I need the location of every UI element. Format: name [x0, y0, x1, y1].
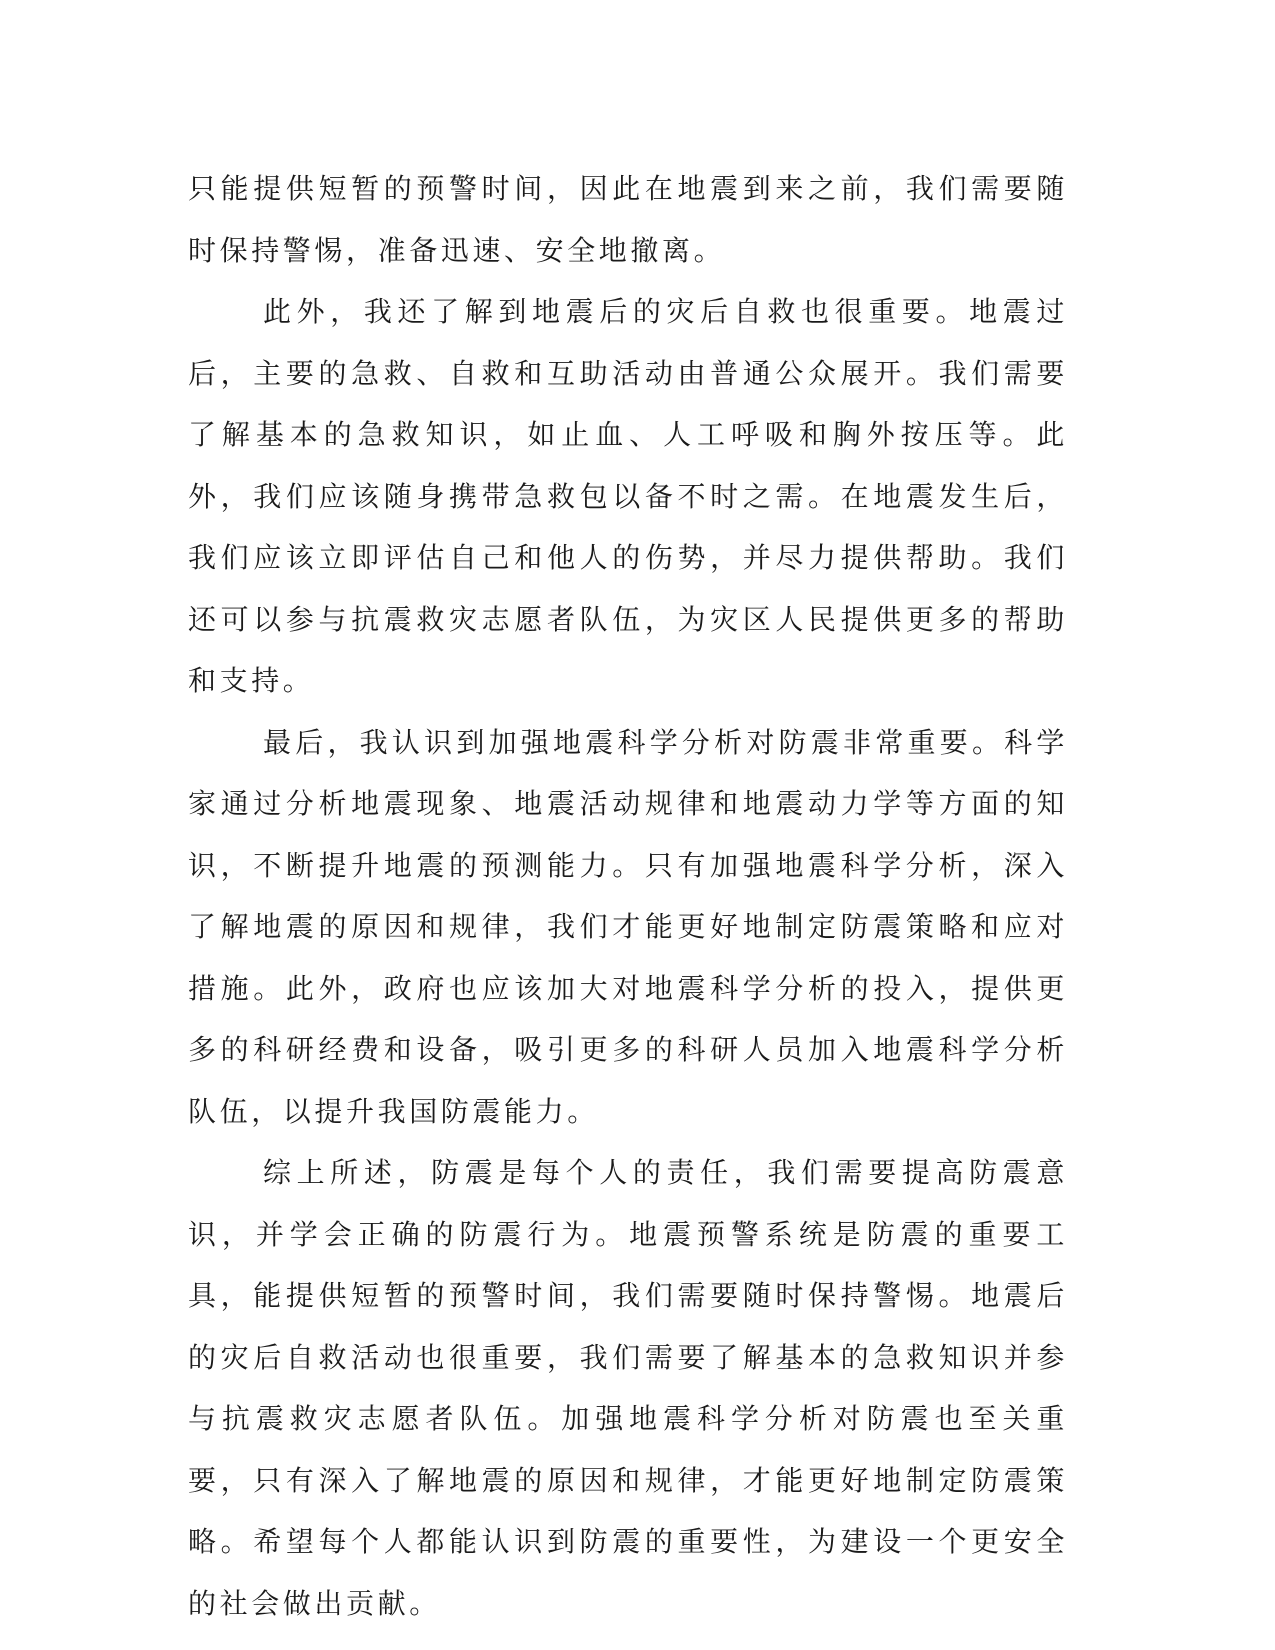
paragraph-1: 只能提供短暂的预警时间，因此在地震到来之前，我们需要随时保持警惕，准备迅速、安全地撤离。: [188, 172, 1068, 267]
body-text: [188, 158, 1068, 1634]
paragraph-3: 最后，我认识到加强地震科学分析对防震非常重要。科学家通过分析地震现象、地震活动规律和地震动力学等方面的知识，不断提升地震的预测能力。只有加强地震科学分析，深入了解地震的原因和规律，我们才能更好地制定防震策略和应对措施。此外，政府也应该加大对地震科学分析的投入，提供更多的科研经费和设备，吸引更多的科研人员加入地震科学分析队伍，以提升我国防震能力。: [188, 725, 1068, 1128]
paragraph-4: 综上所述，防震是每个人的责任，我们需要提高防震意识，并学会正确的防震行为。地震预警系统是防震的重要工具，能提供短暂的预警时间，我们需要随时保持警惕。地震后的灾后自救活动也很重要，我们需要了解基本的急救知识并参与抗震救灾志愿者队伍。加强地震科学分析对防震也至关重要，只有深入了解地震的原因和规律，才能更好地制定防震策略。希望每个人都能认识到防震的重要性，为建设一个更安全的社会做出贡献。: [188, 1156, 1068, 1620]
paragraph-2: 此外，我还了解到地震后的灾后自救也很重要。地震过后，主要的急救、自救和互助活动由普通公众展开。我们需要了解基本的急救知识，如止血、人工呼吸和胸外按压等。此外，我们应该随身携带急救包以备不时之需。在地震发生后，我们应该立即评估自己和他人的伤势，并尽力提供帮助。我们还可以参与抗震救灾志愿者队伍，为灾区人民提供更多的帮助和支持。: [188, 295, 1068, 697]
